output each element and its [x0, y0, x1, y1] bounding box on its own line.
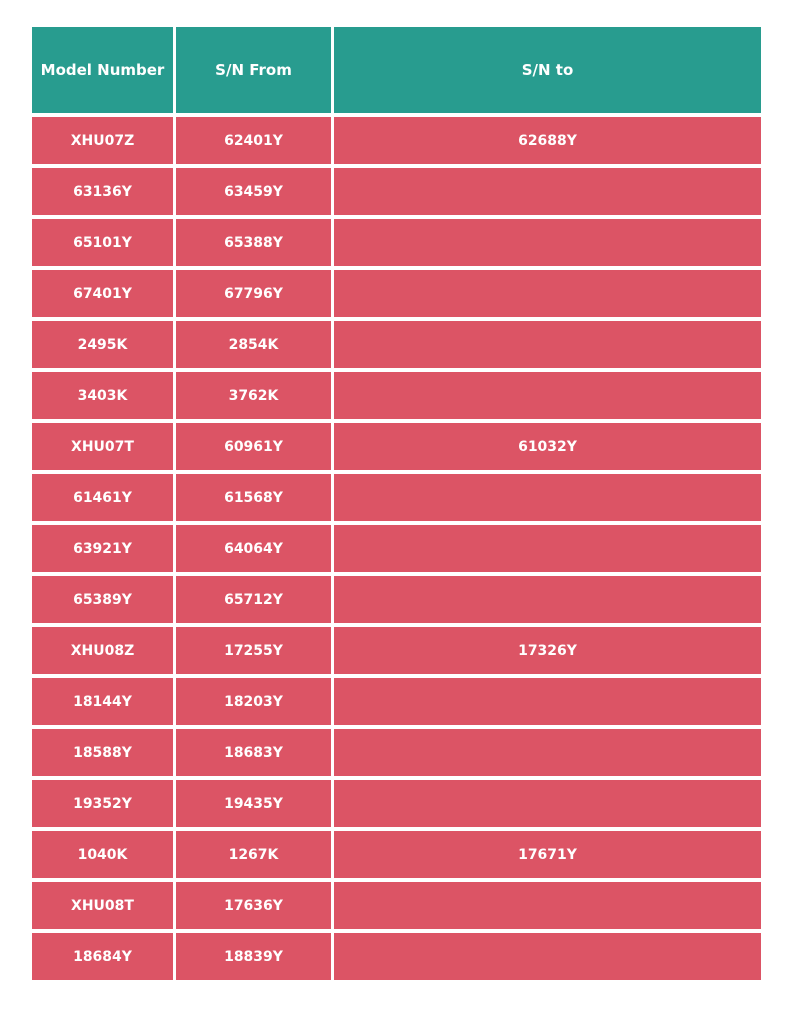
cell-sn-from: 65712Y — [176, 576, 331, 623]
cell-sn-from: 17636Y — [176, 882, 331, 929]
cell-model-number: XHU07T — [32, 423, 173, 470]
table-row — [32, 831, 761, 878]
cell-model-number: 2495K — [32, 321, 173, 368]
cell-sn-to: 17671Y — [334, 831, 761, 878]
table-row — [32, 168, 761, 215]
cell-sn-to — [334, 321, 761, 368]
cell-sn-from: 1267K — [176, 831, 331, 878]
cell-sn-to — [334, 270, 761, 317]
cell-model-number: 3403K — [32, 372, 173, 419]
cell-sn-from: 64064Y — [176, 525, 331, 572]
table-row — [32, 525, 761, 572]
cell-model-number: 18588Y — [32, 729, 173, 776]
table-row — [32, 678, 761, 725]
cell-sn-from: 2854K — [176, 321, 331, 368]
table-row — [32, 780, 761, 827]
cell-sn-to — [334, 882, 761, 929]
cell-model-number: 67401Y — [32, 270, 173, 317]
table-header-row — [32, 27, 761, 113]
cell-model-number: 18144Y — [32, 678, 173, 725]
table-row — [32, 372, 761, 419]
cell-sn-from: 62401Y — [176, 117, 331, 164]
cell-sn-to — [334, 576, 761, 623]
cell-sn-from: 63459Y — [176, 168, 331, 215]
cell-model-number: 63136Y — [32, 168, 173, 215]
cell-sn-to — [334, 678, 761, 725]
cell-sn-to — [334, 219, 761, 266]
cell-sn-to — [334, 729, 761, 776]
cell-model-number: 65389Y — [32, 576, 173, 623]
cell-sn-to: 61032Y — [334, 423, 761, 470]
cell-sn-from: 61568Y — [176, 474, 331, 521]
cell-sn-from: 3762K — [176, 372, 331, 419]
cell-model-number: 63921Y — [32, 525, 173, 572]
table-row — [32, 474, 761, 521]
cell-model-number: 18684Y — [32, 933, 173, 980]
cell-model-number: XHU07Z — [32, 117, 173, 164]
cell-model-number: XHU08Z — [32, 627, 173, 674]
cell-sn-from: 18203Y — [176, 678, 331, 725]
cell-sn-from: 18683Y — [176, 729, 331, 776]
table-row — [32, 882, 761, 929]
header-sn-from: S/N From — [176, 27, 331, 113]
cell-sn-from: 19435Y — [176, 780, 331, 827]
table-row — [32, 729, 761, 776]
cell-sn-to — [334, 168, 761, 215]
cell-sn-from: 18839Y — [176, 933, 331, 980]
cell-sn-to — [334, 474, 761, 521]
cell-sn-to: 62688Y — [334, 117, 761, 164]
cell-sn-to: 17326Y — [334, 627, 761, 674]
header-model-number: Model Number — [32, 27, 173, 113]
table-row — [32, 933, 761, 980]
cell-sn-to — [334, 933, 761, 980]
table-row — [32, 219, 761, 266]
table-row — [32, 423, 761, 470]
cell-sn-from: 65388Y — [176, 219, 331, 266]
cell-model-number: 61461Y — [32, 474, 173, 521]
cell-model-number: XHU08T — [32, 882, 173, 929]
table-row — [32, 321, 761, 368]
cell-sn-from: 67796Y — [176, 270, 331, 317]
cell-sn-to — [334, 372, 761, 419]
table-row — [32, 117, 761, 164]
cell-sn-to — [334, 525, 761, 572]
table-row — [32, 270, 761, 317]
header-sn-to: S/N to — [334, 27, 761, 113]
cell-model-number: 19352Y — [32, 780, 173, 827]
table-row — [32, 576, 761, 623]
table-row — [32, 627, 761, 674]
cell-sn-from: 17255Y — [176, 627, 331, 674]
serial-number-table — [29, 23, 764, 984]
cell-model-number: 65101Y — [32, 219, 173, 266]
cell-sn-to — [334, 780, 761, 827]
cell-sn-from: 60961Y — [176, 423, 331, 470]
cell-model-number: 1040K — [32, 831, 173, 878]
